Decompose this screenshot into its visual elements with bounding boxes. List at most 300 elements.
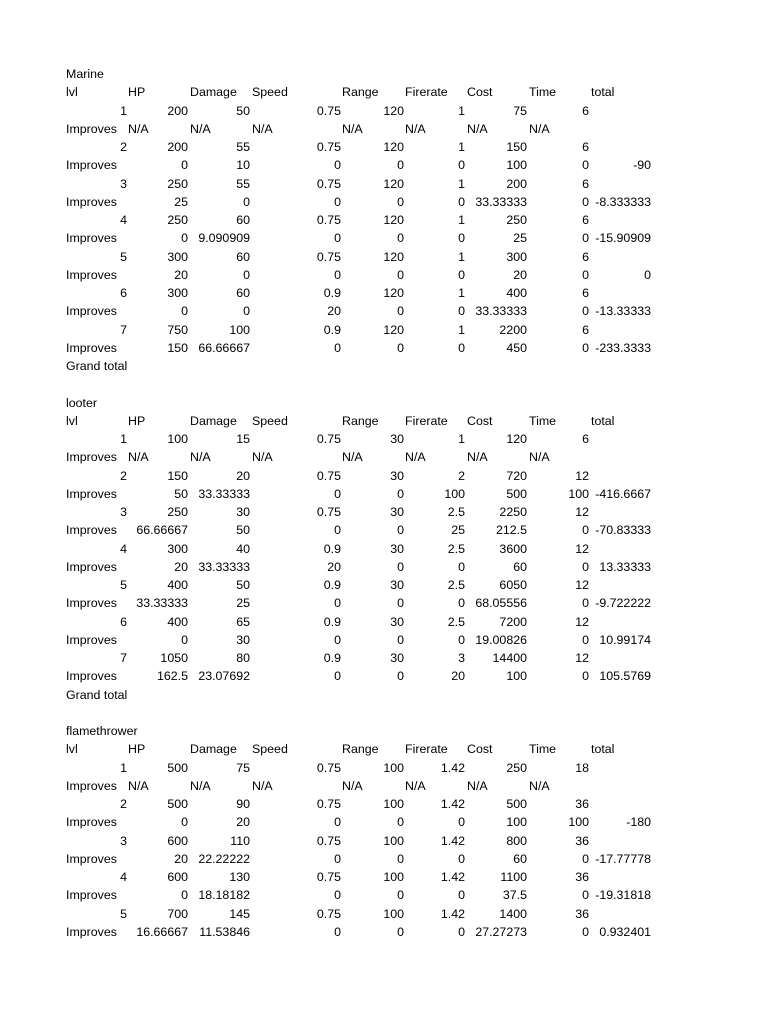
improves-cell: 0 (334, 267, 341, 282)
improves-cell: 0 (582, 231, 589, 246)
improves-cell: 0 (181, 632, 188, 647)
grand-total-label: Grand total (66, 687, 128, 702)
stat-cell: 7200 (499, 614, 527, 629)
improves-cell: 19.00826 (475, 632, 527, 647)
column-header: Damage (190, 413, 237, 428)
column-header: Cost (467, 85, 493, 100)
improves-row (0, 266, 768, 284)
improves-total-cell: -13.33333 (595, 304, 651, 319)
stat-cell: 400 (167, 578, 188, 592)
improves-row (0, 631, 768, 649)
column-header: lvl (66, 742, 78, 757)
improves-cell: 0 (334, 486, 341, 501)
section-title-row (0, 65, 768, 83)
stat-cell: 500 (506, 797, 527, 811)
improves-cell: 0 (397, 596, 404, 611)
column-header: HP (128, 742, 146, 757)
stat-cell: 200 (167, 140, 188, 154)
stat-cell: 0.9 (323, 651, 341, 665)
stat-cell: 300 (167, 541, 188, 556)
column-header: Damage (190, 85, 237, 100)
improves-total-cell: -8.333333 (595, 194, 651, 209)
stat-cell: 250 (506, 760, 527, 775)
improves-cell: 100 (568, 815, 589, 830)
level-cell: 2 (120, 468, 127, 483)
improves-cell: 0 (334, 194, 341, 209)
level-row (0, 138, 768, 156)
improves-label: Improves (66, 158, 117, 173)
improves-cell: 0 (334, 924, 341, 939)
improves-cell: 11.53846 (199, 924, 250, 939)
improves-row (0, 813, 768, 831)
improves-cell: 0 (397, 632, 404, 647)
stat-cell: 0.75 (316, 906, 341, 921)
stat-cell: 145 (229, 906, 250, 921)
improves-cell: N/A (405, 778, 426, 793)
improves-cell: 68.05556 (475, 596, 527, 611)
stat-cell: 100 (383, 833, 404, 848)
stat-cell: 130 (229, 870, 250, 884)
level-row (0, 868, 768, 886)
stat-cell: 75 (513, 103, 527, 118)
stat-cell: 1.42 (440, 760, 465, 775)
stat-cell: 36 (575, 797, 589, 811)
improves-cell: 0 (334, 158, 341, 173)
improves-cell: N/A (190, 778, 211, 793)
improves-cell: 0 (334, 596, 341, 611)
improves-cell: N/A (128, 450, 149, 465)
improves-cell: 20 (451, 669, 465, 684)
stat-cell: 2.5 (447, 578, 465, 592)
improves-cell: 20 (174, 267, 188, 282)
level-cell: 5 (120, 578, 127, 592)
improves-label: Improves (66, 888, 117, 903)
level-row (0, 430, 768, 448)
improves-cell: N/A (190, 121, 211, 136)
improves-cell: 212.5 (495, 523, 527, 538)
stat-cell: 250 (167, 505, 188, 519)
improves-cell: 0 (582, 559, 589, 574)
stat-cell: 720 (506, 468, 527, 483)
stat-cell: 0.75 (316, 505, 341, 519)
improves-total-cell: -416.6667 (595, 486, 651, 501)
column-header: total (591, 85, 615, 100)
column-header: Time (529, 413, 557, 428)
level-cell: 5 (120, 249, 127, 264)
stat-cell: 0.75 (316, 213, 341, 227)
level-row (0, 795, 768, 813)
improves-cell: 0 (181, 888, 188, 903)
stat-cell: 6 (582, 140, 589, 154)
improves-label: Improves (66, 596, 117, 611)
level-cell: 4 (120, 213, 127, 227)
stat-cell: 36 (575, 906, 589, 921)
improves-label: Improves (66, 669, 117, 684)
level-cell: 7 (120, 322, 127, 337)
improves-cell: 100 (506, 158, 527, 173)
improves-label: Improves (66, 304, 117, 319)
stat-cell: 1.42 (440, 833, 465, 848)
improves-label: Improves (66, 851, 117, 866)
column-header: HP (128, 413, 146, 428)
section-title-row (0, 722, 768, 740)
header-row (0, 83, 768, 101)
improves-cell: 0 (458, 340, 465, 355)
stat-cell: 1 (458, 249, 465, 264)
improves-cell: 10 (236, 158, 250, 173)
improves-label: Improves (66, 778, 117, 793)
stat-cell: 1 (458, 213, 465, 227)
improves-cell: N/A (190, 450, 211, 465)
stat-cell: 0.75 (316, 870, 341, 884)
improves-cell: 0 (397, 669, 404, 684)
stat-cell: 500 (167, 760, 188, 775)
stat-cell: 600 (167, 833, 188, 848)
level-row (0, 649, 768, 667)
improves-cell: N/A (342, 450, 363, 465)
stat-cell: 100 (383, 797, 404, 811)
header-row (0, 740, 768, 758)
level-cell: 1 (120, 432, 127, 446)
grand-total-row (0, 686, 768, 704)
stat-cell: 90 (236, 797, 250, 811)
stat-cell: 12 (575, 651, 589, 665)
stat-cell: 18 (575, 760, 589, 775)
stat-cell: 2 (458, 468, 465, 483)
stat-cell: 1 (458, 140, 465, 154)
improves-row (0, 594, 768, 612)
stat-cell: 6 (582, 286, 589, 300)
stat-cell: 150 (167, 468, 188, 483)
stat-cell: 400 (167, 614, 188, 629)
column-header: HP (128, 85, 146, 100)
improves-cell: 25 (236, 596, 250, 611)
improves-label: Improves (66, 121, 117, 136)
stat-cell: 200 (506, 176, 527, 191)
improves-cell: N/A (128, 121, 149, 136)
improves-label: Improves (66, 815, 117, 830)
improves-cell: N/A (342, 778, 363, 793)
improves-row (0, 777, 768, 795)
stat-cell: 2.5 (447, 505, 465, 519)
improves-cell: 0 (582, 267, 589, 282)
stat-cell: 12 (575, 505, 589, 519)
improves-cell: 100 (506, 669, 527, 684)
stat-cell: 30 (390, 614, 404, 629)
improves-cell: 0 (397, 267, 404, 282)
stat-cell: 1400 (499, 906, 527, 921)
stat-cell: 30 (390, 651, 404, 665)
improves-row (0, 193, 768, 211)
stat-cell: 6050 (499, 578, 527, 592)
stat-cell: 3600 (499, 541, 527, 556)
stat-cell: 50 (236, 578, 250, 592)
improves-total-cell: -180 (626, 815, 651, 830)
improves-cell: 0 (397, 304, 404, 319)
improves-total-cell: -17.77778 (595, 851, 651, 866)
section-title: flamethrower (66, 724, 138, 738)
level-cell: 4 (120, 541, 127, 556)
improves-label: Improves (66, 523, 117, 538)
stat-cell: 14400 (492, 651, 527, 665)
spreadsheet (0, 65, 768, 941)
improves-cell: 60 (513, 851, 527, 866)
level-row (0, 248, 768, 266)
improves-cell: 0 (397, 158, 404, 173)
stat-cell: 30 (390, 578, 404, 592)
improves-cell: N/A (529, 778, 550, 793)
improves-row (0, 923, 768, 941)
improves-cell: 0 (397, 559, 404, 574)
stat-cell: 0.9 (323, 578, 341, 592)
column-header: Damage (190, 742, 237, 757)
column-header: Range (342, 742, 379, 757)
improves-cell: 66.66667 (136, 523, 188, 538)
column-header: Firerate (405, 413, 448, 428)
improves-cell: 33.33333 (136, 596, 188, 611)
level-row (0, 759, 768, 777)
section-title: Marine (66, 67, 104, 81)
stat-cell: 0.75 (316, 797, 341, 811)
stat-cell: 30 (390, 468, 404, 483)
stat-cell: 6 (582, 249, 589, 264)
improves-cell: 0 (334, 888, 341, 903)
column-header: Time (529, 742, 557, 757)
improves-cell: 0 (334, 669, 341, 684)
improves-cell: 0 (458, 596, 465, 611)
stat-cell: 200 (167, 103, 188, 118)
stat-cell: 12 (575, 578, 589, 592)
level-row (0, 321, 768, 339)
grand-total-row (0, 357, 768, 375)
stat-cell: 60 (236, 286, 250, 300)
improves-cell: 100 (506, 815, 527, 830)
column-header: Cost (467, 742, 493, 757)
stat-cell: 12 (575, 468, 589, 483)
improves-label: Improves (66, 486, 117, 501)
improves-cell: 0 (458, 632, 465, 647)
improves-cell: 20 (327, 559, 341, 574)
stat-cell: 0.75 (316, 140, 341, 154)
improves-total-cell: -9.722222 (595, 596, 651, 611)
improves-cell: 30 (236, 632, 250, 647)
improves-cell: 0 (181, 815, 188, 830)
improves-row (0, 156, 768, 174)
stat-cell: 0.9 (323, 541, 341, 556)
stat-cell: 60 (236, 213, 250, 227)
stat-cell: 120 (383, 322, 404, 337)
improves-cell: 9.090909 (198, 231, 250, 246)
stat-cell: 15 (236, 432, 250, 446)
stat-cell: 12 (575, 541, 589, 556)
improves-row (0, 302, 768, 320)
stat-cell: 1050 (160, 651, 188, 665)
improves-total-cell: 0.932401 (599, 924, 651, 939)
level-row (0, 905, 768, 923)
improves-cell: 0 (458, 851, 465, 866)
improves-cell: 16.66667 (136, 924, 188, 939)
stat-cell: 55 (236, 176, 250, 191)
stat-cell: 2.5 (447, 614, 465, 629)
improves-cell: 150 (167, 340, 188, 355)
column-header: Firerate (405, 742, 448, 757)
improves-cell: 100 (568, 486, 589, 501)
stat-cell: 500 (167, 797, 188, 811)
improves-cell: 0 (397, 231, 404, 246)
improves-cell: N/A (252, 778, 273, 793)
stat-cell: 6 (582, 176, 589, 191)
level-row (0, 540, 768, 558)
improves-cell: 0 (458, 815, 465, 830)
improves-total-cell: -90 (633, 158, 651, 173)
level-row (0, 832, 768, 850)
improves-cell: 25 (451, 523, 465, 538)
improves-cell: N/A (128, 778, 149, 793)
improves-cell: 0 (582, 523, 589, 538)
column-header: Speed (252, 413, 288, 428)
improves-cell: 0 (181, 304, 188, 319)
grand-total-label: Grand total (66, 359, 128, 373)
stat-cell: 30 (390, 432, 404, 446)
improves-cell: 0 (582, 888, 589, 903)
stat-cell: 2200 (499, 322, 527, 337)
improves-cell: 0 (243, 194, 250, 209)
improves-cell: N/A (467, 450, 488, 465)
improves-cell: 0 (243, 267, 250, 282)
improves-cell: N/A (529, 450, 550, 465)
improves-cell: 0 (458, 888, 465, 903)
improves-cell: 0 (582, 158, 589, 173)
stat-cell: 120 (383, 140, 404, 154)
improves-cell: 0 (458, 267, 465, 282)
improves-cell: 60 (513, 559, 527, 574)
improves-cell: 0 (397, 523, 404, 538)
level-row (0, 576, 768, 594)
level-row (0, 503, 768, 521)
improves-row (0, 229, 768, 247)
improves-cell: 20 (174, 559, 188, 574)
improves-cell: 0 (334, 851, 341, 866)
stat-cell: 0.9 (323, 322, 341, 337)
improves-cell: 0 (397, 194, 404, 209)
stat-cell: 120 (383, 103, 404, 118)
improves-cell: 0 (582, 194, 589, 209)
improves-cell: 0 (397, 851, 404, 866)
improves-cell: N/A (252, 450, 273, 465)
improves-total-cell: -15.90909 (595, 231, 651, 246)
improves-cell: 0 (397, 815, 404, 830)
stat-cell: 3 (458, 651, 465, 665)
header-row (0, 412, 768, 430)
improves-cell: N/A (405, 450, 426, 465)
improves-row (0, 120, 768, 138)
improves-cell: 50 (236, 523, 250, 538)
stat-cell: 120 (383, 249, 404, 264)
improves-row (0, 667, 768, 685)
improves-cell: 0 (458, 304, 465, 319)
stat-cell: 300 (167, 249, 188, 264)
improves-cell: N/A (405, 121, 426, 136)
improves-total-cell: 0 (644, 267, 651, 282)
improves-cell: 0 (397, 924, 404, 939)
improves-cell: 33.33333 (475, 304, 527, 319)
improves-cell: 25 (513, 231, 527, 246)
improves-cell: 0 (397, 888, 404, 903)
blank-row (0, 375, 768, 393)
improves-row (0, 485, 768, 503)
improves-cell: 100 (444, 486, 465, 501)
improves-cell: 0 (458, 559, 465, 574)
column-header: Cost (467, 413, 493, 428)
stat-cell: 600 (167, 870, 188, 884)
improves-cell: 20 (513, 267, 527, 282)
improves-cell: 0 (458, 231, 465, 246)
improves-cell: 0 (334, 632, 341, 647)
stat-cell: 1.42 (440, 797, 465, 811)
improves-cell: N/A (342, 121, 363, 136)
stat-cell: 36 (575, 870, 589, 884)
level-cell: 7 (120, 651, 127, 665)
level-cell: 4 (120, 870, 127, 884)
stat-cell: 300 (506, 249, 527, 264)
column-header: Range (342, 413, 379, 428)
improves-label: Improves (66, 194, 117, 209)
improves-cell: 0 (334, 523, 341, 538)
stat-cell: 100 (383, 870, 404, 884)
level-cell: 3 (120, 505, 127, 519)
stat-cell: 250 (167, 213, 188, 227)
improves-cell: 33.33333 (198, 486, 250, 501)
stat-cell: 0.9 (323, 286, 341, 300)
improves-cell: N/A (467, 121, 488, 136)
column-header: Firerate (405, 85, 448, 100)
stat-cell: 1 (458, 322, 465, 337)
improves-row (0, 521, 768, 539)
improves-cell: 33.33333 (475, 194, 527, 209)
stat-cell: 0.75 (316, 833, 341, 848)
section-title: looter (66, 395, 97, 410)
column-header: lvl (66, 413, 78, 428)
stat-cell: 100 (383, 906, 404, 921)
improves-total-cell: -70.83333 (595, 523, 651, 538)
improves-label: Improves (66, 267, 117, 282)
improves-cell: 33.33333 (198, 559, 250, 574)
improves-cell: 66.66667 (198, 340, 250, 355)
improves-cell: 0 (582, 304, 589, 319)
improves-cell: 27.27273 (475, 924, 527, 939)
improves-cell: 0 (458, 158, 465, 173)
level-cell: 5 (120, 906, 127, 921)
improves-cell: 0 (582, 632, 589, 647)
stat-cell: 0.75 (316, 468, 341, 483)
improves-cell: 18.18182 (198, 888, 250, 903)
level-row (0, 102, 768, 120)
improves-cell: 450 (506, 340, 527, 355)
stat-cell: 0.75 (316, 432, 341, 446)
column-header: Range (342, 85, 379, 100)
level-cell: 3 (120, 176, 127, 191)
improves-cell: 0 (334, 231, 341, 246)
stat-cell: 75 (236, 760, 250, 775)
stat-cell: 0.75 (316, 176, 341, 191)
stat-cell: 2250 (499, 505, 527, 519)
stat-cell: 1100 (500, 870, 527, 884)
improves-label: Improves (66, 450, 117, 465)
improves-cell: N/A (529, 121, 550, 136)
improves-cell: 0 (334, 340, 341, 355)
level-row (0, 613, 768, 631)
improves-cell: 0 (458, 194, 465, 209)
